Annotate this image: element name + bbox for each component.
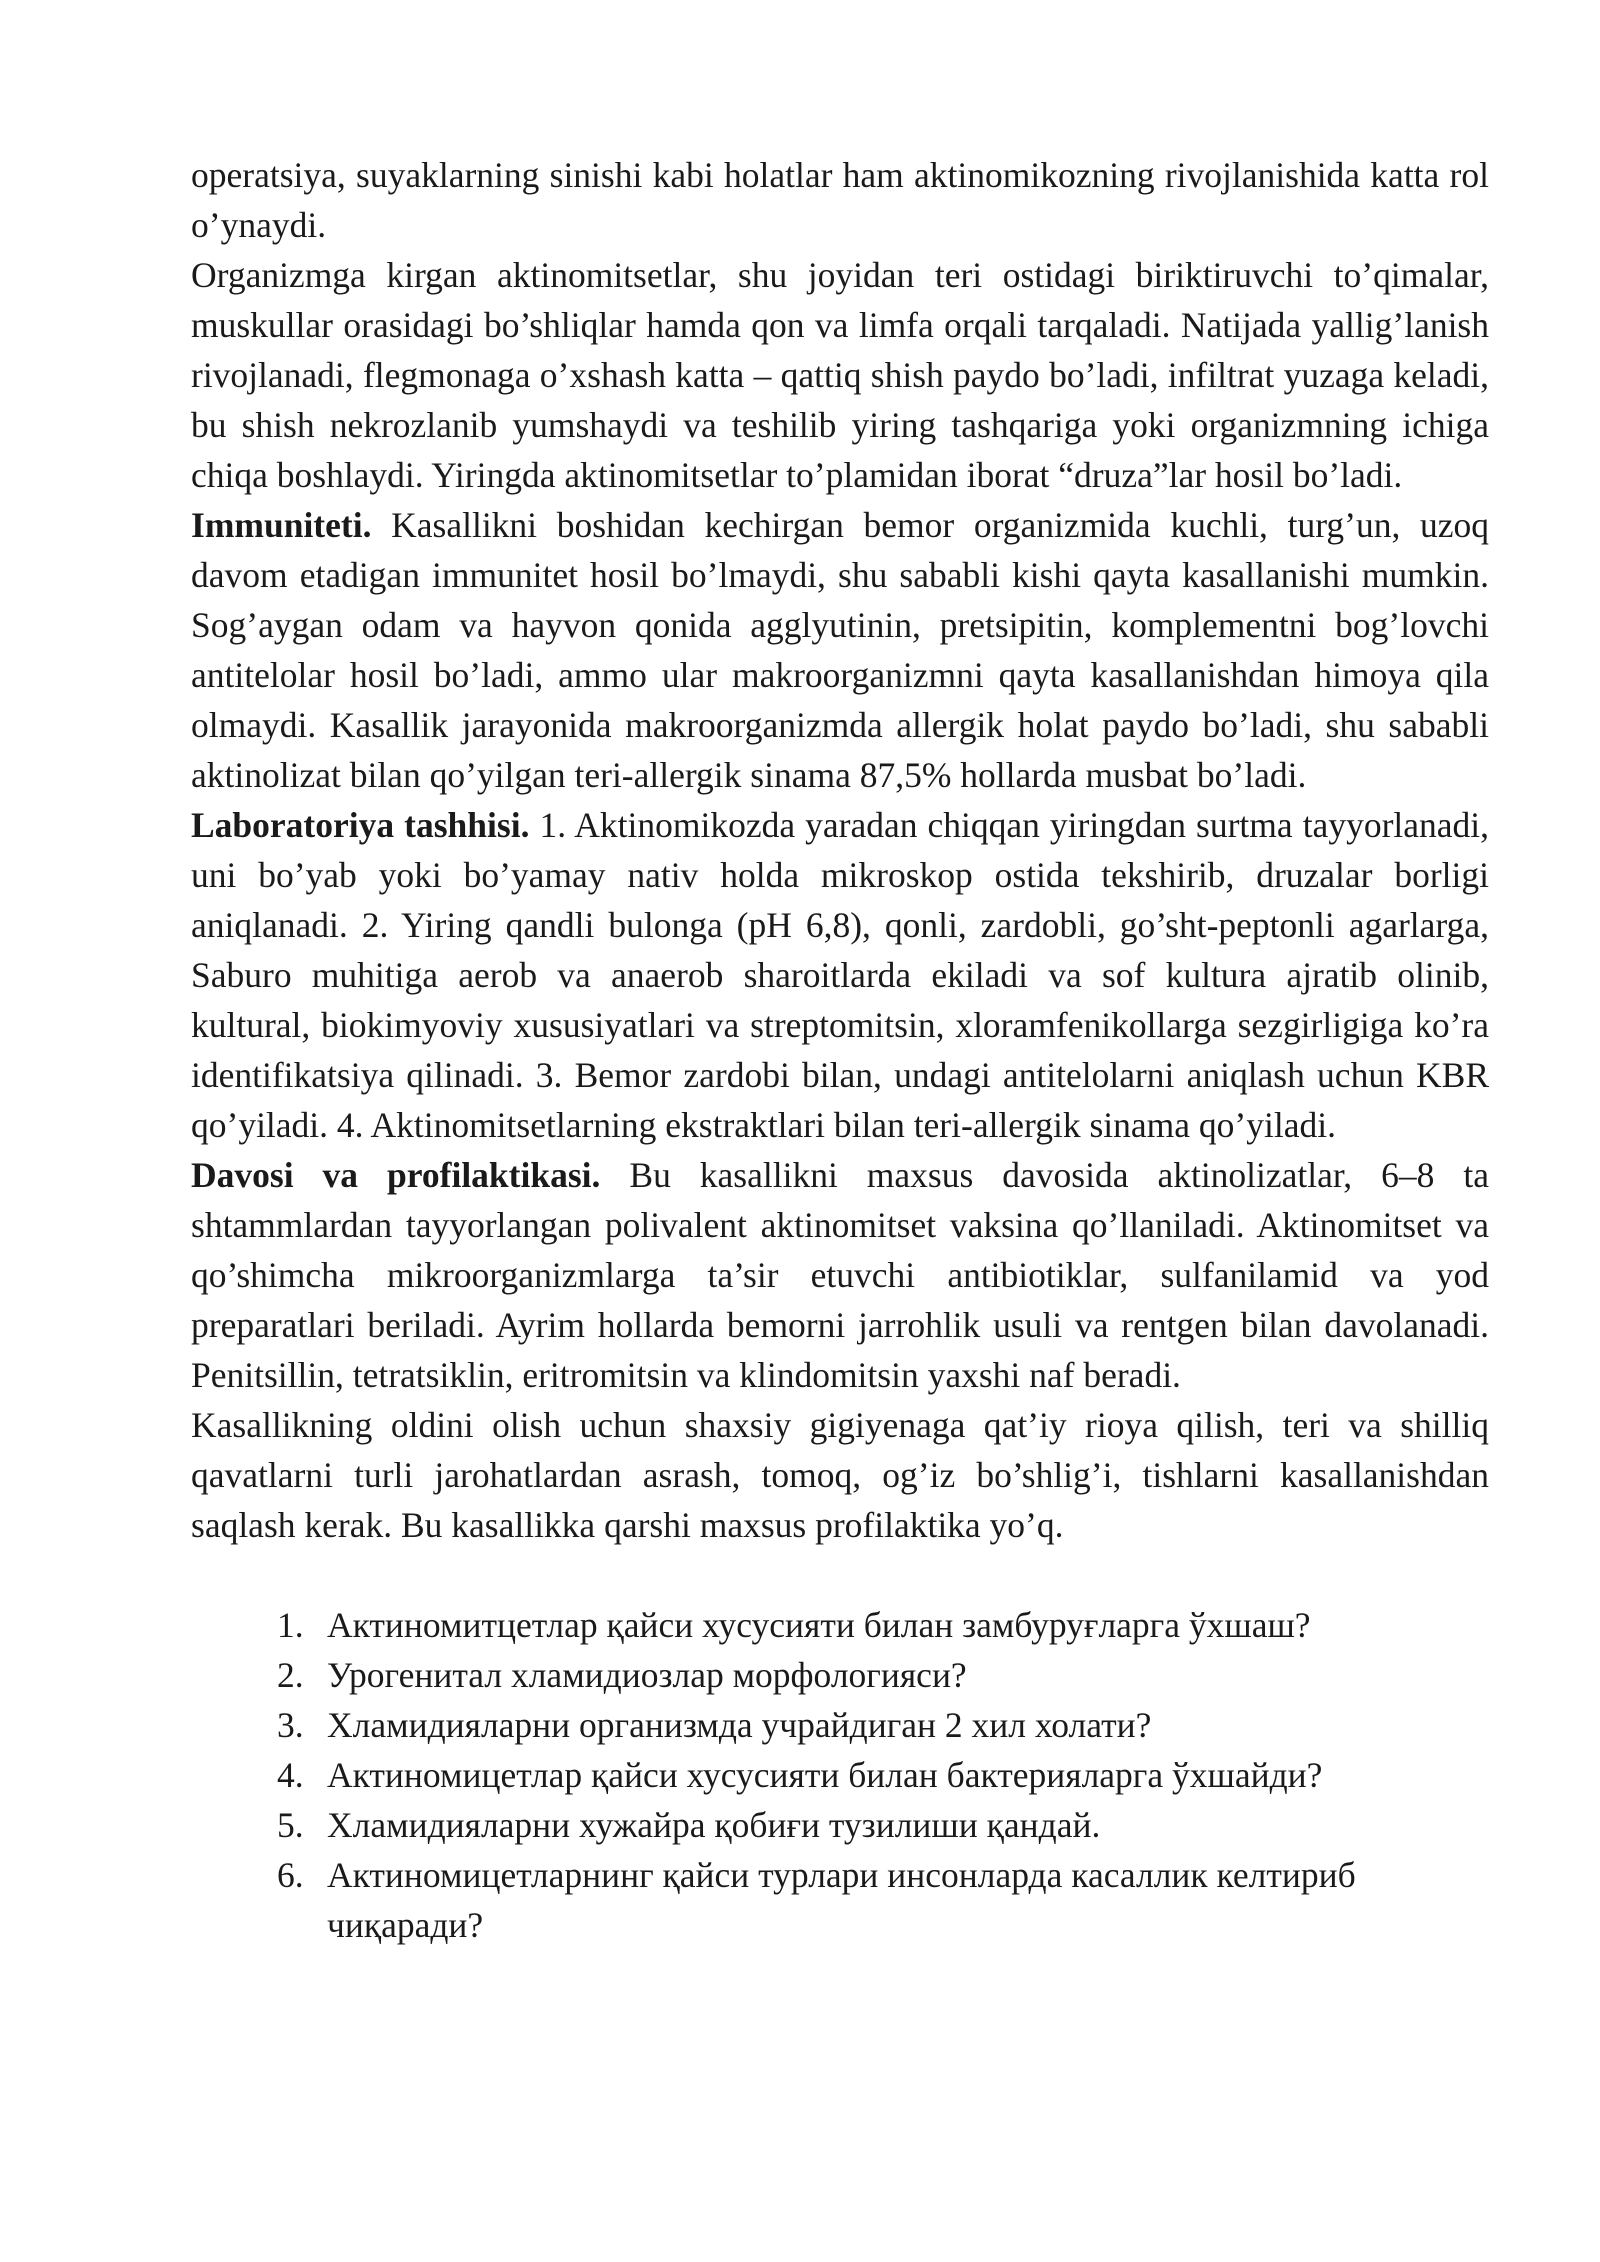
list-item-text: Актиномицетларнинг қайси турлари инсонларда касаллик келтириб чиқаради? <box>327 1855 1356 1945</box>
list-item-text: Актиномицетлар қайси хусусияти билан бактерияларга ўхшайди? <box>327 1755 1323 1795</box>
list-item <box>191 1800 1489 1850</box>
list-item <box>191 1750 1489 1800</box>
list-item <box>191 1650 1489 1700</box>
document-page <box>191 150 1489 1950</box>
list-item <box>191 1700 1489 1750</box>
list-item-text: Хламидияларни хужайра қобиғи тузилиши қандай. <box>327 1805 1101 1845</box>
paragraph-immunity <box>191 500 1489 800</box>
paragraph-text: Kasallikni boshidan kechirgan bemor organizmida kuchli, turg’un, uzoq davom etadigan immunitet hosil bo’lmaydi, shu sababli kishi qayta kasallanishi mumkin. Sog’aygan odam va hayvon qonida agglyutinin, pretsipitin, komplementni bog’lovchi antitelolar hosil bo’ladi, ammo ular makroorganizmni qayta kasallanishdan himoya qila olmaydi. Kasallik jarayonida makroorganizmda allergik holat paydo bo’ladi, shu sababli aktinolizat bilan qo’yilgan teri-allergik sinama 87,5% hollarda musbat bo’ladi. <box>191 505 1489 795</box>
paragraph-text: 1. Aktinomikozda yaradan chiqqan yiringdan surtma tayyorlanadi, uni bo’yab yoki bo’yamay nativ holda mikroskop ostida tekshirib, druzalar borligi aniqlanadi. 2. Yiring qandli bulonga (pH 6,8), qonli, zardobli, go’sht-peptonli agarlarga, Saburo muhitiga aerob va anaerob sharoitlarda ekiladi va sof kultura ajratib olinib, kultural, biokimyoviy xususiyatlari va streptomitsin, xloramfenikollarga sezgirligiga ko’ra identifikatsiya qilinadi. 3. Bemor zardobi bilan, undagi antitelolarni aniqlash uchun KBR qo’yiladi. 4. Aktinomitsetlarning ekstraktlari bilan teri-allergik sinama qo’yiladi. <box>191 805 1490 1145</box>
paragraph-spread <box>191 250 1489 500</box>
paragraph-text: operatsiya, suyaklarning sinishi kabi holatlar ham aktinomikozning rivojlanishida katta rol o’ynaydi. <box>191 155 1489 245</box>
paragraph-text: Kasallikning oldini olish uchun shaxsiy gigiyenaga qat’iy rioya qilish, teri va shilliq qavatlarni turli jarohatlardan asrash, tomoq, og’iz bo’shlig’i, tishlarni kasallanishdan saqlash kerak. Bu kasallikka qarshi maxsus profilaktika yo’q. <box>191 1405 1489 1545</box>
paragraph-treatment <box>191 1150 1489 1400</box>
list-item-text: Актиномитцетлар қайси хусусияти билан замбуруғларга ўхшаш? <box>327 1605 1311 1645</box>
list-item <box>191 1600 1489 1650</box>
list-item-number: 6. <box>277 1855 304 1895</box>
review-questions-list <box>191 1600 1489 1950</box>
section-heading-treatment: Davosi va profilaktikasi. <box>191 1155 601 1195</box>
list-item <box>191 1850 1489 1950</box>
paragraph-prevention <box>191 1400 1489 1550</box>
paragraph-text: Bu kasallikni maxsus davosida aktinolizatlar, 6–8 ta shtammlardan tayyorlangan polivalent aktinomitset vaksina qo’llaniladi. Aktinomitset va qo’shimcha mikroorganizmlarga ta’sir etuvchi antibiotiklar, sulfanilamid va yod preparatlari beriladi. Ayrim hollarda bemorni jarrohlik usuli va rentgen bilan davolanadi. Penitsillin, tetratsiklin, eritromitsin va klindomitsin yaxshi naf beradi. <box>191 1155 1490 1395</box>
paragraph-lab-diagnosis <box>191 800 1489 1150</box>
list-item-number: 1. <box>277 1605 304 1645</box>
section-heading-immunity: Immuniteti. <box>191 505 372 545</box>
list-item-text: Хламидияларни организмда учрайдиган 2 хил холати? <box>327 1705 1152 1745</box>
list-item-number: 5. <box>277 1805 304 1845</box>
list-item-number: 4. <box>277 1755 304 1795</box>
list-item-text: Урогенитал хламидиозлар морфологияси? <box>327 1655 967 1695</box>
list-item-number: 3. <box>277 1705 304 1745</box>
paragraph-continuation <box>191 150 1489 250</box>
paragraph-text: Organizmga kirgan aktinomitsetlar, shu joyidan teri ostidagi biriktiruvchi to’qimalar, muskullar orasidagi bo’shliqlar hamda qon va limfa orqali tarqaladi. Natijada yallig’lanish rivojlanadi, flegmonaga o’xshash katta – qattiq shish paydo bo’ladi, infiltrat yuzaga keladi, bu shish nekrozlanib yumshaydi va teshilib yiring tashqariga yoki organizmning ichiga chiqa boshlaydi. Yiringda aktinomitsetlar to’plamidan iborat “druza”lar hosil bo’ladi. <box>191 255 1489 495</box>
section-heading-lab-diagnosis: Laboratoriya tashhisi. <box>191 805 530 845</box>
list-item-number: 2. <box>277 1655 304 1695</box>
